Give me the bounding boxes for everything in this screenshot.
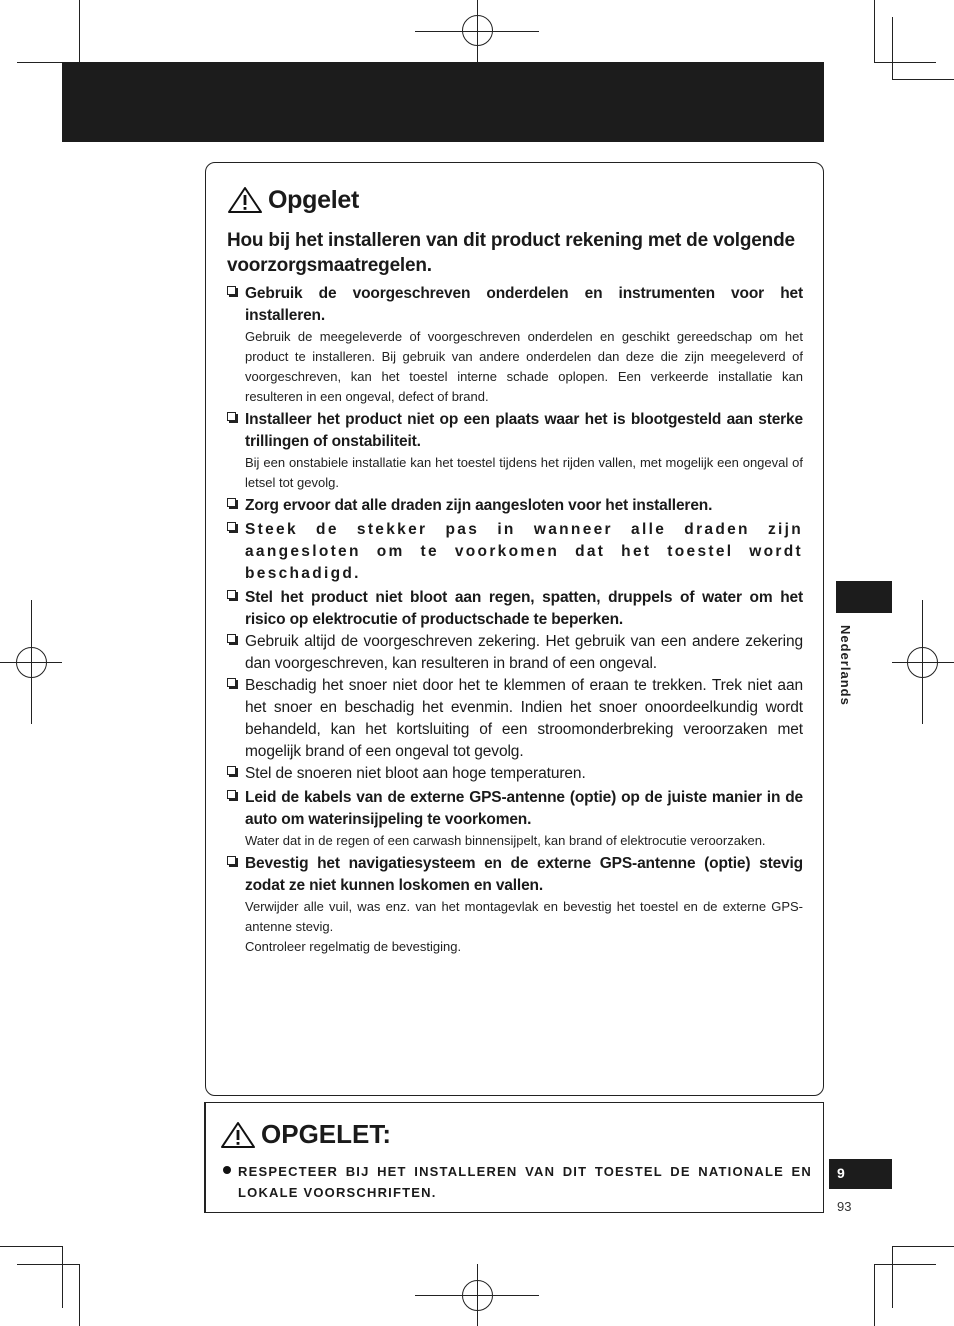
bullet-icon: [223, 1166, 231, 1174]
checkbox-icon: [227, 790, 236, 799]
header-bar: [62, 62, 824, 142]
item-heading: Steek de stekker pas in wanneer alle draden zijn aangesloten om te voorkomen dat het toestel wordt beschadigd.: [245, 521, 803, 582]
list-item: [227, 283, 803, 407]
list-item: [227, 519, 803, 585]
caution-title-row: [227, 183, 803, 217]
list-item: [227, 787, 803, 851]
list-item: [227, 763, 803, 785]
warning-triangle-icon: [227, 186, 263, 214]
item-text: Stel de snoeren niet bloot aan hoge temperaturen.: [245, 765, 586, 782]
side-tab: [836, 581, 892, 613]
list-item: [227, 675, 803, 763]
list-item: [227, 631, 803, 675]
checkbox-icon: [227, 522, 236, 531]
checkbox-icon: [227, 678, 236, 687]
item-body: Water dat in de regen of een carwash binnensijpelt, kan brand of elektrocutie veroorzaken.: [245, 833, 766, 848]
language-label: Nederlands: [838, 625, 853, 706]
checkbox-icon: [227, 766, 236, 775]
warning-item: [220, 1161, 812, 1203]
warning-title-row: [220, 1119, 391, 1150]
checkbox-icon: [227, 412, 236, 421]
item-text: Gebruik altijd de voorgeschreven zekering. Het gebruik van een andere zekering dan voorgeschreven, kan resulteren in brand of een ongeval.: [245, 633, 803, 672]
warning-box: [204, 1102, 824, 1213]
section-number: 9: [837, 1165, 845, 1181]
item-heading: Stel het product niet bloot aan regen, spatten, druppels of water om het risico op elektrocutie of productschade te beperken.: [245, 589, 803, 628]
list-item: [227, 853, 803, 957]
item-heading: Zorg ervoor dat alle draden zijn aangesloten voor het installeren.: [245, 497, 713, 514]
warning-title: OPGELET:: [261, 1119, 392, 1149]
item-heading: Gebruik de voorgeschreven onderdelen en instrumenten voor het installeren.: [245, 285, 803, 324]
checkbox-icon: [227, 286, 236, 295]
list-item: [227, 587, 803, 631]
item-body-2: Controleer regelmatig de bevestiging.: [245, 939, 462, 954]
checkbox-icon: [227, 856, 236, 865]
checkbox-icon: [227, 590, 236, 599]
caution-list: [227, 283, 803, 957]
checkbox-icon: [227, 498, 236, 507]
item-body: Verwijder alle vuil, was enz. van het montagevlak en bevestig het toestel en de externe GPS-antenne stevig.: [245, 899, 803, 934]
item-heading: Installeer het product niet op een plaats waar het is blootgesteld aan sterke trillingen of onstabiliteit.: [245, 411, 803, 450]
item-text: Beschadig het snoer niet door het te klemmen of eraan te trekken. Trek niet aan het snoer en beschadig het evenmin. Indien het snoer onoordeelkundig wordt behandeld, kan het kortsluiting of een stroomonderbreking veroorzaken met mogelijk brand of een ongeval tot gevolg.: [245, 677, 803, 760]
list-item: [227, 495, 803, 517]
checkbox-icon: [227, 634, 236, 643]
list-item: [227, 409, 803, 493]
section-number-tab: [829, 1159, 892, 1189]
caution-title: Opgelet: [268, 185, 359, 214]
caution-box: [205, 162, 824, 1096]
item-heading: Leid de kabels van de externe GPS-antenne (optie) op de juiste manier in de auto om waterinsijpeling te voorkomen.: [245, 789, 803, 828]
page-number: 93: [837, 1199, 852, 1214]
item-heading: Bevestig het navigatiesysteem en de externe GPS-antenne (optie) stevig zodat ze niet kunnen loskomen en vallen.: [245, 855, 803, 894]
warning-text: RESPECTEER BIJ HET INSTALLEREN VAN DIT TOESTEL DE NATIONALE EN LOKALE VOORSCHRIFTEN.: [238, 1164, 812, 1200]
warning-triangle-icon: [220, 1121, 256, 1149]
item-body: Gebruik de meegeleverde of voorgeschreven onderdelen en geschikt gereedschap om het product te installeren. Bij gebruik van andere onderdelen dan deze die zijn meegeleverd of voorgeschreven, kan het toestel interne schade oplopen. Een verkeerde installatie kan resulteren in een ongeval, defect of brand.: [245, 329, 803, 404]
item-body: Bij een onstabiele installatie kan het toestel tijdens het rijden vallen, met mogelijk een ongeval of letsel tot gevolg.: [245, 455, 803, 490]
caution-intro: Hou bij het installeren van dit product rekening met de volgende voorzorgsmaatregelen.: [227, 230, 795, 276]
